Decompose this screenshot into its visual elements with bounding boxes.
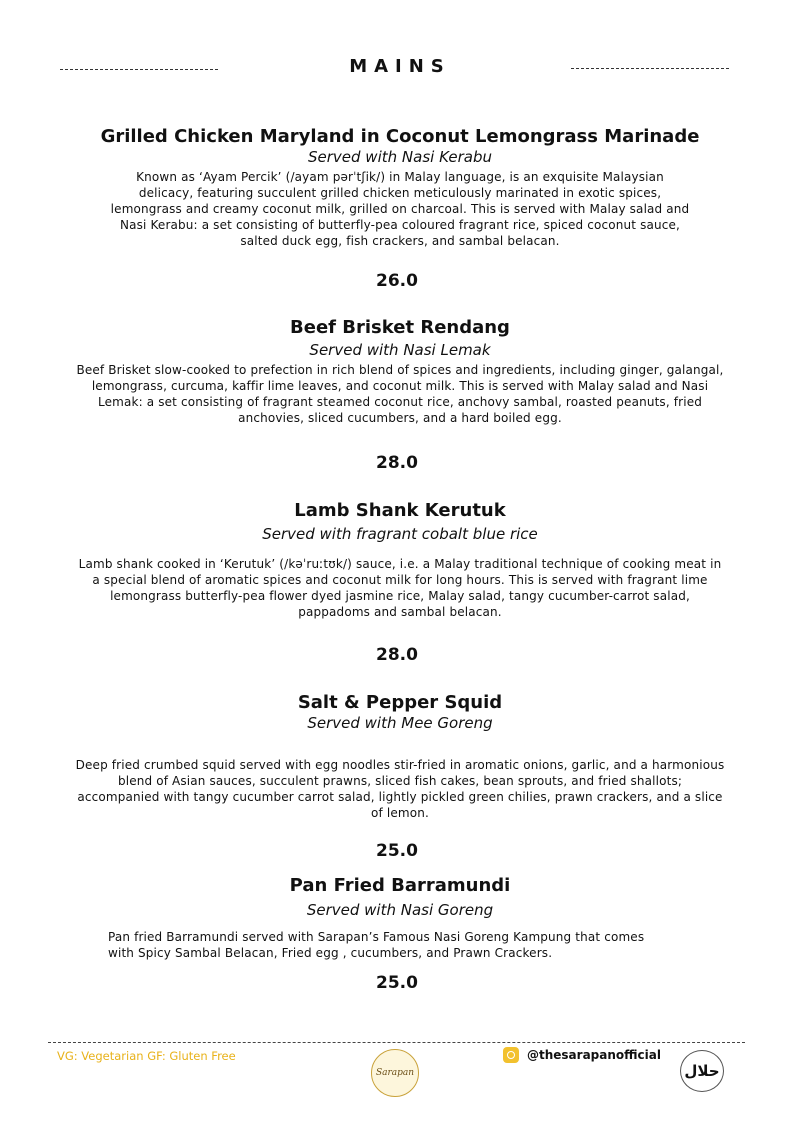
- item-subtitle: Served with Mee Goreng: [307, 714, 493, 732]
- dietary-legend: VG: Vegetarian GF: Gluten Free: [57, 1049, 236, 1063]
- item-title: Grilled Chicken Maryland in Coconut Lemongrass Marinade: [100, 126, 700, 147]
- menu-item: [100, 875, 700, 920]
- section-heading: MAINS: [349, 56, 451, 77]
- item-price: 25.0: [376, 973, 418, 993]
- menu-item: [100, 126, 700, 249]
- item-price: 26.0: [376, 271, 418, 291]
- item-price: 25.0: [376, 841, 418, 861]
- item-subtitle: Served with fragrant cobalt blue rice: [262, 525, 538, 543]
- item-description: Lamb shank cooked in ‘Kerutuk’ (/kəˈruːtʊk/) sauce, i.e. a Malay traditional technique of cooking meat in a special blend of aromatic spices and coconut milk for long hours. This is served with fragrant lime lemongrass butterfly-pea flower dyed jasmine rice, Malay salad, tangy cucumber-carrot salad, pappadoms and sambal belacan.: [78, 557, 722, 619]
- item-subtitle: Served with Nasi Lemak: [309, 341, 491, 359]
- item-title: Beef Brisket Rendang: [290, 317, 510, 338]
- item-price: 28.0: [376, 453, 418, 473]
- sarapan-logo: [371, 1049, 419, 1097]
- item-description: Known as ‘Ayam Percik’ (/ayam pərˈtʃik/) in Malay language, is an exquisite Malaysian delicacy, featuring succulent grilled chicken meticulously marinated in exotic spices, lemongrass and creamy coconut milk, grilled on charcoal. This is served with Malay salad and Nasi Kerabu: a set consisting of butterfly-pea coloured fragrant rice, spiced coconut sauce, salted duck egg, fish crackers, and sambal belacan.: [110, 170, 690, 248]
- menu-item: [78, 500, 722, 620]
- menu-item: [75, 692, 725, 821]
- item-description: Pan fried Barramundi served with Sarapan’s Famous Nasi Goreng Kampung that comes with Spicy Sambal Belacan, Fried egg , cucumbers, and Prawn Crackers.: [108, 930, 645, 960]
- item-description: Beef Brisket slow-cooked to prefection in rich blend of spices and ingredients, including ginger, galangal, lemongrass, curcuma, kaffir lime leaves, and coconut milk. This is served with Malay salad and Nasi Lemak: a set consisting of fragrant steamed coconut rice, anchovy sambal, roasted peanuts, fried anchovies, sliced cucumbers, and a hard boiled egg.: [76, 363, 724, 425]
- item-title: Pan Fried Barramundi: [289, 875, 511, 896]
- social-handle[interactable]: @thesarapanofficial: [527, 1048, 661, 1062]
- item-title: Lamb Shank Kerutuk: [294, 500, 506, 521]
- item-subtitle: Served with Nasi Kerabu: [308, 148, 492, 166]
- footer-dashed-divider: [48, 1042, 745, 1043]
- logo-text: Sarapan: [375, 1068, 415, 1078]
- instagram-icon: [503, 1047, 519, 1063]
- item-title: Salt & Pepper Squid: [297, 692, 503, 713]
- right-dashed-divider: [571, 68, 729, 69]
- item-price: 28.0: [376, 645, 418, 665]
- menu-item: [76, 317, 724, 426]
- item-subtitle: Served with Nasi Goreng: [306, 901, 494, 919]
- item-description: Deep fried crumbed squid served with egg noodles stir-fried in aromatic onions, garlic, and a harmonious blend of Asian sauces, succulent prawns, sliced fish cakes, bean sprouts, and fried shallots; accompanied with tangy cucumber carrot salad, lightly pickled green chilies, prawn crackers, and a slice of lemon.: [75, 758, 725, 820]
- halal-text: حلال: [684, 1062, 720, 1080]
- halal-logo: [680, 1050, 724, 1092]
